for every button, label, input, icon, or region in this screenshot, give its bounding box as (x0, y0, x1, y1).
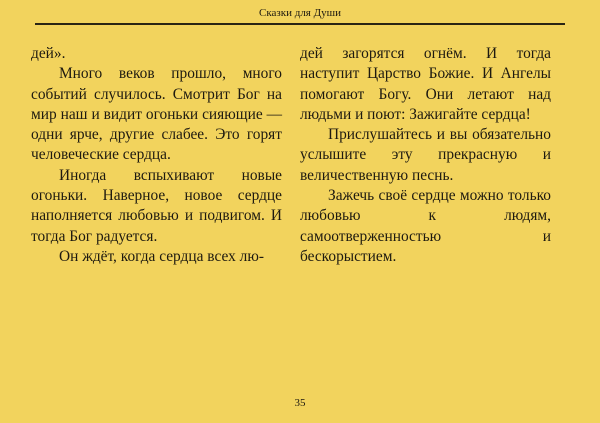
paragraph: Прислушайтесь и вы обязательно услышите эту прекрасную и величественную песнь. (300, 126, 551, 184)
paragraph: Много веков прошло, много событий случилось. Смотрит Бог на мир наш и видит огоньки сияющие — одни ярче, другие слабее. Это горят человеческие сердца. (31, 65, 282, 164)
left-text-column (31, 44, 282, 267)
header-rule (35, 23, 565, 25)
paragraph-continuation: дей загорятся огнём. И тогда наступит Царство Божие. И Ангелы помогают Богу. Они летают над людьми и поют: Зажигайте сердца! (300, 45, 551, 123)
paragraph: Он ждёт, когда сердца всех лю- (59, 247, 264, 265)
right-text-column (300, 44, 551, 267)
paragraph: Зажечь своё сердце можно только любовью к людям, самоотверженностью и бескорыстием. (300, 187, 551, 265)
paragraph-continuation: дей». (31, 45, 66, 62)
running-header-title: Сказки для Души (259, 7, 341, 19)
paragraph: Иногда вспыхивают новые огоньки. Наверное, новое сердце наполняется любовью и подвигом. И тогда Бог радуется. (31, 166, 282, 245)
page-number: 35 (294, 397, 306, 409)
